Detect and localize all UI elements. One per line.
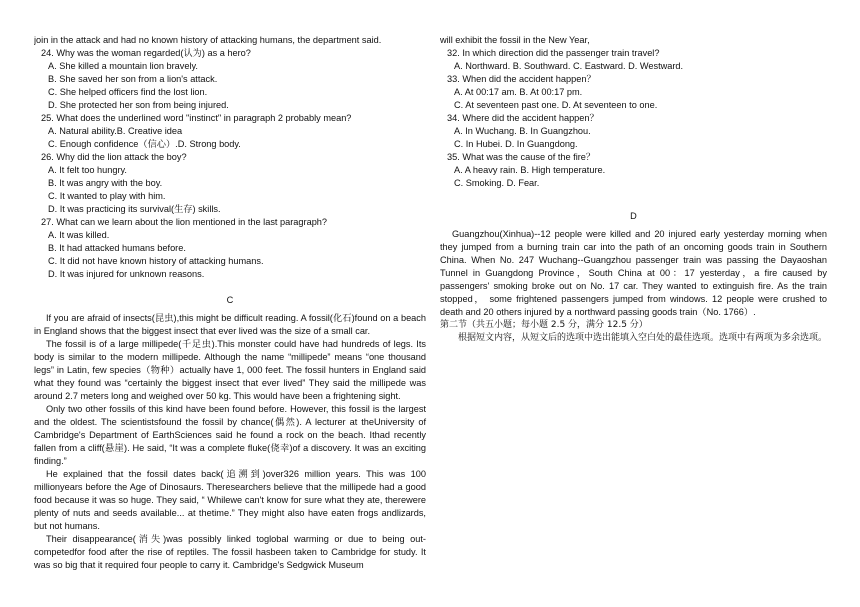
question-stem: 34. Where did the accident happen？ [447,113,599,123]
question-stem: 26. Why did the lion attack the boy? [41,152,187,162]
passage-c-paragraph: Only two other fossils of this kind have been found before. However, this fossil is the largest and the oldest. The scientistsfound the fossil by chance(偶然). A lecturer at theUniversity of Cambridge's Department of EarthSciences said he found a rock on the beach. Ithad recently fallen from a cliff(悬崖). He said, “It was a complete fluke(侥幸)of a discovery. It was an exciting finding.” [34,404,426,466]
option: A. It was killed. [48,230,110,240]
question-stem: 24. Why was the woman regarded(认为) as a hero? [41,48,251,58]
question-26 [34,151,426,216]
option: A. She killed a mountain lion bravely. [48,61,198,71]
question-24 [34,47,426,112]
question-28 [440,47,827,73]
section-two-instruction: 根据短文内容，从短文后的选项中选出能填入空白处的最佳选项。选项中有两项为多余选项。 [458,333,828,343]
passage-c-paragraph: He explained that the fossil dates back(追溯到)over326 million years. This was 100 millionyears before the Age of Dinosaurs. Theresearchers believe that the millipede had a good food because it was so huge. They said, “ Whilewe can't know for sure what they ate, therewere plenty of nuts and seeds available... at thetime.” They might also have eaten frogs andlizards, but not humans. [34,469,426,531]
option: C. It did not have known history of attacking humans. [48,256,264,266]
question-stem: 32. In which direction did the passenger train travel? [447,48,660,58]
question-29 [440,73,827,112]
question-stem: 27. What can we learn about the lion mentioned in the last paragraph? [41,217,328,227]
option: A. At 00:17 am. B. At 00:17 pm. [454,87,583,97]
option: A. Northward. B. Southward. C. Eastward. D. Westward. [454,61,684,71]
question-stem: 35. What was the cause of the fire？ [447,152,596,162]
option: A. It felt too hungry. [48,165,127,175]
option: C. Enough confidence（信心）.D. Strong body. [48,139,241,149]
question-27 [34,216,426,281]
intro-line: join in the attack and had no known history of attacking humans, the department said. [34,35,382,45]
option: A. A heavy rain. B. High temperature. [454,165,606,175]
passage-c-paragraph: If you are afraid of insects(昆虫),this might be difficult reading. A fossil(化石)found on a beach in England shows that the biggest insect that ever lived was the size of a small car. [34,313,426,336]
passage-c-paragraph: Their disappearance(消失)was possibly linked toglobal warming or due to being out-competedfor food after the rise of reptiles. The fossil hasbeen taken to Cambridge for study. It was so big that it required four people to carry it. Cambridge's Sedgwick Museum [34,534,426,570]
passage-c-paragraph: The fossil is of a large millipede(千足虫).This monster could have had hundreds of legs. Its body is similar to the modern millipede. Although the name “millipede” means “one thousand legs” in Latin, few species（物种）actually have 1, 000 feet. The fossil hunters in England said what they found was “certainly the biggest insect that ever lived” They said the millipede was around 2.7 meters long and weighed over 50 kg. This would have been a frightening sight. [34,339,426,401]
option: C. Smoking. D. Fear. [454,178,540,188]
option: B. It had attacked humans before. [48,243,186,253]
section-two-heading: 第二节（共五小题；每小题 2.5 分，满分 12.5 分） [440,320,648,330]
section-c-heading: C [226,295,234,305]
question-31 [440,151,827,190]
question-25 [34,112,426,151]
question-stem: 33. When did the accident happen？ [447,74,596,84]
option: B. She saved her son from a lion's attack. [48,74,218,84]
left-column [34,34,426,572]
option: C. She helped officers find the lost lion. [48,87,208,97]
option: A. In Wuchang. B. In Guangzhou. [454,126,591,136]
option: D. She protected her son from being injured. [48,100,229,110]
option: C. In Hubei. D. In Guangdong. [454,139,578,149]
question-stem: 25. What does the underlined word "instinct" in paragraph 2 probably mean? [41,113,352,123]
continuation-line: will exhibit the fossil in the New Year, [440,35,590,45]
section-d-heading: D [630,211,637,221]
question-30 [440,112,827,151]
passage-d-paragraph: Guangzhou(Xinhua)--12 people were killed and 20 injured early yesterday morning when they jumped from a burning train car into the path of an oncoming goods train in Southern China. When No. 247 Wuchang--Guangzhou passenger train was passing the Dayaoshan Tunnel in Guangdong Province，South China at 00：17 yesterday，a fire caused by passengers' smoking broke out on No. 17 car. They wanted to extinguish fire. As the train stopped， some frightened passengers jumped from windows. 12 people were crushed to death and 20 others injured by a northward passing goods train（No. 1766）. [440,229,827,317]
option: A. Natural ability.B. Creative idea [48,126,183,136]
option: D. It was practicing its survival(生存) skills. [48,204,221,214]
option: C. At seventeen past one. D. At seventeen to one. [454,100,658,110]
option: B. It was angry with the boy. [48,178,163,188]
right-column [440,34,827,345]
option: C. It wanted to play with him. [48,191,166,201]
option: D. It was injured for unknown reasons. [48,269,205,279]
